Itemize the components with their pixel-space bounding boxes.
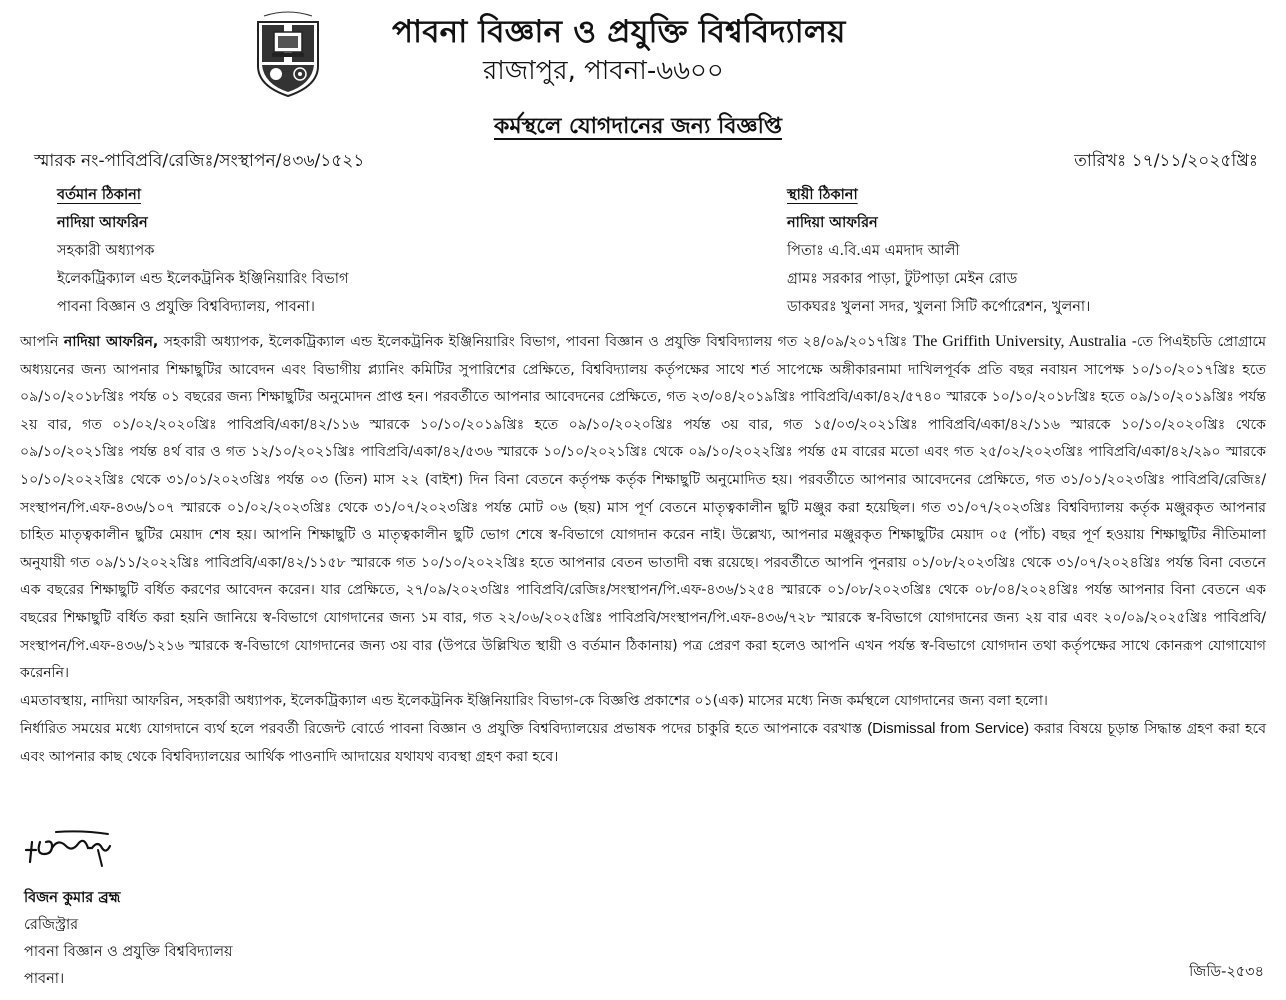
memo-number: স্মারক নং-পাবিপ্রবি/রেজিঃ/সংস্থাপন/৪৩৬/১৫২১ — [34, 151, 365, 171]
signatory-designation: রেজিস্ট্রার — [24, 917, 79, 933]
signatory-block — [24, 885, 233, 993]
notice-body — [20, 328, 1266, 772]
university-address: রাজাপুর, পাবনা-৬৬০০ — [483, 56, 724, 86]
present-address-name: নাদিয়া আফরিন — [57, 215, 148, 231]
signatory-name: বিজন কুমার ব্রহ্ম — [24, 890, 121, 906]
permanent-address-line: পিতাঃ এ.বি.এম এমদাদ আলী — [787, 243, 960, 259]
permanent-address — [787, 181, 1090, 321]
signatory-place: পাবনা। — [24, 971, 65, 987]
body-text-span: আপনি — [20, 334, 64, 350]
notice-date: তারিখঃ ১৭/১১/২০২৫খ্রিঃ — [1074, 151, 1258, 171]
university-logo — [254, 10, 322, 98]
body-paragraph-3 — [20, 715, 1266, 771]
present-address-heading: বর্তমান ঠিকানা — [57, 187, 142, 203]
signature-image — [22, 820, 132, 870]
present-address-line: ইলেকট্রিক্যাল এন্ড ইলেকট্রনিক ইঞ্জিনিয়ারিং বিভাগ — [57, 271, 349, 287]
body-paragraph-2: এমতাবস্থায়, নাদিয়া আফরিন, সহকারী অধ্যাপক, ইলেকট্রিক্যাল এন্ড ইলেকট্রনিক ইঞ্জিনিয়ারিং বিভাগ-কে বিজ্ঞপ্তি প্রকাশের ০১(এক) মাসের মধ্যে নিজ কর্মস্থলে যোগদানের জন্য বলা হলো। — [20, 692, 1048, 709]
notice-title: কর্মস্থলে যোগদানের জন্য বিজ্ঞপ্তি — [494, 114, 782, 139]
body-text-span: করার বিষয়ে চূড়ান্ত সিদ্ধান্ত গ্রহণ করা হবে এবং আপনার কাছ থেকে বিশ্ববিদ্যালয়ের আর্থিক পাওনাদি আদায়ের যথাযথ ব্যবস্থা গ্রহণ করা হবে। — [20, 721, 1266, 765]
present-address-line: পাবনা বিজ্ঞান ও প্রযুক্তি বিশ্ববিদ্যালয়, পাবনা। — [57, 299, 315, 315]
dismissal-term: (Dismissal from Service) — [867, 720, 1029, 738]
present-address-line: সহকারী অধ্যাপক — [57, 243, 155, 259]
body-text-span: নির্ধারিত সময়ের মধ্যে যোগদানে ব্যর্থ হলে পরবর্তী রিজেন্ট বোর্ডে পাবনা বিজ্ঞান ও প্রযুক্তি বিশ্ববিদ্যালয়ের প্রভাষক পদের চাকুরি হতে আপনাকে বরখাস্ত — [20, 721, 868, 738]
university-name: পাবনা বিজ্ঞান ও প্রযুক্তি বিশ্ববিদ্যালয় — [392, 14, 846, 50]
addressee-name: নাদিয়া আফরিন, — [63, 334, 159, 350]
signatory-institution: পাবনা বিজ্ঞান ও প্রযুক্তি বিশ্ববিদ্যালয় — [24, 944, 233, 960]
body-paragraph-1 — [20, 328, 1266, 688]
permanent-address-line: ডাকঘরঃ খুলনা সদর, খুলনা সিটি কর্পোরেশন, খুলনা। — [787, 299, 1091, 315]
body-text-span: সহকারী অধ্যাপক, ইলেকট্রিক্যাল এন্ড ইলেকট্রনিক ইঞ্জিনিয়ারিং বিভাগ, পাবনা বিজ্ঞান ও প্রযুক্তি বিশ্ববিদ্যালয় গত ২৪/০৯/২০১৭খ্রিঃ — [158, 334, 913, 350]
body-text-span: -তে পিএইচডি প্রোগ্রামে অধ্যয়নের জন্য আপনার শিক্ষাছুটির আবেদন এবং বিভাগীয় প্ল্যানিং কমিটির সুপারিশের প্রেক্ষিতে, বিশ্ববিদ্যালয় কর্তৃপক্ষের সাথে শর্ত সাপেক্ষে অঙ্গীকারনামা দাখিলপূর্বক প্রতি বছর নবায়ন সাপেক্ষ ১০/১০/২০১৭খ্রিঃ হতে ০৯/১০/২০১৮খ্রিঃ পর্যন্ত ০১ বছরের জন্য শিক্ষাছুটির অনুমোদন প্রাপ্ত হন। পরবর্তীতে আপনার আবেদনের প্রেক্ষিতে, গত ২৩/০৪/২০১৯খ্রিঃ পাবিপ্রবি/একা/৪২/৫৭৪০ স্মারকে ১০/১০/২০১৮খ্রিঃ হতে ০৯/১০/২০১৯খ্রিঃ পর্যন্ত ২য় বার, গত ০১/০২/২০২০খ্রিঃ পাবিপ্রবি/একা/৪২/১১৬ স্মারকে ১০/১০/২০১৯খ্রিঃ হতে ০৯/১০/২০২০খ্রিঃ পর্যন্ত ৩য় বার, গত ১৫/০৩/২০২১খ্রিঃ পাবিপ্রবি/একা/৪২/১১৬ স্মারকে ১০/১০/২০২০খ্রিঃ থেকে ০৯/১০/২০২১খ্রিঃ পর্যন্ত ৪র্থ বার ও গত ১২/১০/২০২১খ্রিঃ পাবিপ্রবি/একা/৪২/৫৩৬ স্মারকে ১০/১০/২০২১খ্রিঃ থেকে ০৯/১০/২০২২খ্রিঃ পর্যন্ত ৫ম বারের মতো এবং গত ২৫/০২/২০২৩খ্রিঃ পাবিপ্রবি/একা/৪২/২৯০ স্মারকে ১০/১০/২০২২খ্রিঃ থেকে ৩১/০১/২০২৩খ্রিঃ পর্যন্ত ০৩ (তিন) মাস ২২ (বাইশ) দিন বিনা বেতনে কর্তৃপক্ষ কর্তৃক শিক্ষাছুটি অনুমোদিত হয়। পরবর্তীতে আপনার আবেদনের প্রেক্ষিতে, গত ৩১/০১/২০২৩খ্রিঃ পাবিপ্রবি/রেজিঃ/সংস্থাপন/পি.এফ-৪৩৬/১০৭ স্মারকে ০১/০২/২০২৩খ্রিঃ থেকে ৩১/০৭/২০২৩খ্রিঃ পর্যন্ত মোট ০৬ (ছয়) মাস পূর্ণ বেতনে মাতৃত্বকালীন ছুটি মঞ্জুর করা হয়েছিল। গত ৩১/০৭/২০২৩খ্রিঃ বিশ্ববিদ্যালয় কর্তৃক মঞ্জুরকৃত আপনার চাহিত মাতৃত্বকালীন ছুটির মেয়াদ শেষ হয়। আপনি শিক্ষাছুটি ও মাতৃত্বকালীন ছুটি ভোগ শেষে স্ব-বিভাগে যোগদান করেন নাই। উল্লেখ্য, আপনার মঞ্জুরকৃত শিক্ষাছুটির মেয়াদ ০৫ (পাঁচ) বছর পূর্ণ হওয়ায় শিক্ষাছুটির নীতিমালা অনুযায়ী গত ০৯/১১/২০২২খ্রিঃ পাবিপ্রবি/একা/৪২/১১৫৮ স্মারকে গত ১০/১০/২০২২খ্রিঃ হতে আপনার বেতন ভাতাদী বন্ধ রয়েছে। পরবর্তীতে আপনি পুনরায় ০১/০৮/২০২৩খ্রিঃ থেকে ৩১/০৭/২০২৪খ্রিঃ পর্যন্ত বিনা বেতনে এক বছরের শিক্ষাছুটি বর্ধিত করণের আবেদন করেন। যার প্রেক্ষিতে, ২৭/০৯/২০২৩খ্রিঃ পাবিপ্রবি/রেজিঃ/সংস্থাপন/পি.এফ-৪৩৬/১২৫৪ স্মারকে ০১/০৮/২০২৩খ্রিঃ থেকে ০৮/০৪/২০২৪খ্রিঃ পর্যন্ত আপনার বিনা বেতনে এক বছরের শিক্ষাছুটি বর্ধিত করা হয়নি জানিয়ে স্ব-বিভাগে যোগদানের জন্য ১ম বার, গত ২২/০৬/২০২৫খ্রিঃ পাবিপ্রবি/সংস্থাপন/পি.এফ-৪৩৬/৭২৮ স্মারকে স্ব-বিভাগে যোগদানের জন্য ২য় বার এবং ২০/০৯/২০২৫খ্রিঃ পাবিপ্রবি/সংস্থাপন/পি.এফ-৪৩৬/১২১৬ স্মারকে স্ব-বিভাগে যোগদানের জন্য ৩য় বার (উপরে উল্লিখিত স্থায়ী ও বর্তমান ঠিকানায়) পত্র প্রেরণ করা হলেও আপনি এখন পর্যন্ত স্ব-বিভাগে যোগদান তথা কর্তৃপক্ষের সাথে কোনরূপ যোগাযোগ করেননি। — [20, 334, 1266, 682]
present-address — [57, 181, 348, 321]
permanent-address-heading: স্থায়ী ঠিকানা — [787, 187, 858, 203]
permanent-address-name: নাদিয়া আফরিন — [787, 215, 878, 231]
university-abroad: The Griffith University, Australia — [912, 333, 1127, 350]
gd-number: জিডি-২৫৩৪ — [1189, 964, 1264, 980]
permanent-address-line: গ্রামঃ সরকার পাড়া, টুটপাড়া মেইন রোড — [787, 271, 1018, 287]
